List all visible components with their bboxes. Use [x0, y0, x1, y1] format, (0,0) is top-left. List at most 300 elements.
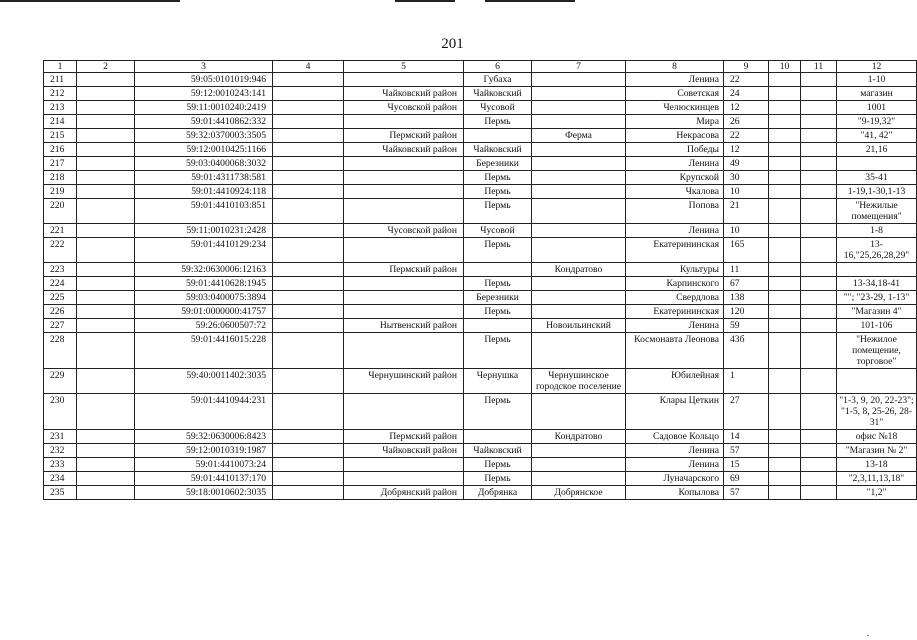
cell-row-number: 234	[44, 472, 77, 486]
cell-col11	[801, 238, 837, 263]
cell-col11	[801, 430, 837, 444]
cell-premises: 1-19,1-30,1-13	[837, 185, 917, 199]
cell-district: Чусовской район	[344, 224, 464, 238]
table-row	[44, 277, 917, 291]
cell-col2	[77, 115, 135, 129]
cell-col11	[801, 199, 837, 224]
cell-street: Луначарского	[626, 472, 724, 486]
cell-city	[464, 430, 532, 444]
cell-settlement	[532, 87, 626, 101]
cell-settlement	[532, 394, 626, 430]
cell-district: Чайковский район	[344, 143, 464, 157]
cell-house-number: 11	[724, 263, 769, 277]
table-row	[44, 305, 917, 319]
cell-house-number: 27	[724, 394, 769, 430]
cell-street: Ленина	[626, 444, 724, 458]
cell-cadastral-number: 59:11:0010231:2428	[135, 224, 273, 238]
registry-body	[44, 73, 917, 500]
cell-settlement	[532, 333, 626, 369]
cell-col4	[273, 87, 344, 101]
cell-cadastral-number: 59:01:4416015:228	[135, 333, 273, 369]
cell-row-number: 226	[44, 305, 77, 319]
cell-district	[344, 291, 464, 305]
cell-col10	[769, 486, 801, 500]
column-header-10: 10	[769, 61, 801, 73]
cell-col4	[273, 143, 344, 157]
cell-col2	[77, 486, 135, 500]
cell-city: Чернушка	[464, 369, 532, 394]
cell-col11	[801, 129, 837, 143]
cell-col2	[77, 291, 135, 305]
column-header-4: 4	[273, 61, 344, 73]
cell-col10	[769, 369, 801, 394]
cell-house-number: 14	[724, 430, 769, 444]
cell-col2	[77, 101, 135, 115]
cell-col11	[801, 305, 837, 319]
cell-city: Пермь	[464, 199, 532, 224]
cell-col10	[769, 115, 801, 129]
cell-row-number: 235	[44, 486, 77, 500]
cell-col2	[77, 305, 135, 319]
table-row	[44, 458, 917, 472]
top-rule-left	[0, 0, 180, 2]
cell-cadastral-number: 59:01:4410944:231	[135, 394, 273, 430]
cell-street: Ленина	[626, 319, 724, 333]
cell-premises: 13-18	[837, 458, 917, 472]
table-row	[44, 129, 917, 143]
cell-city: Пермь	[464, 472, 532, 486]
cell-cadastral-number: 59:01:4410073:24	[135, 458, 273, 472]
table-row	[44, 73, 917, 87]
cell-premises	[837, 157, 917, 171]
cell-col11	[801, 263, 837, 277]
cell-premises: 13-16,"25,26,28,29"	[837, 238, 917, 263]
cell-cadastral-number: 59:01:4311738:581	[135, 171, 273, 185]
cell-col10	[769, 73, 801, 87]
cell-col2	[77, 319, 135, 333]
cell-col10	[769, 319, 801, 333]
cell-street: Мира	[626, 115, 724, 129]
cell-house-number: 22	[724, 129, 769, 143]
cell-premises: "9-19,32"	[837, 115, 917, 129]
cell-cadastral-number: 59:32:0630006:8423	[135, 430, 273, 444]
cell-house-number: 59	[724, 319, 769, 333]
cell-district	[344, 277, 464, 291]
cell-settlement	[532, 472, 626, 486]
cell-city: Пермь	[464, 394, 532, 430]
cell-street: Некрасова	[626, 129, 724, 143]
cell-premises: 13-34,18-41	[837, 277, 917, 291]
cell-col11	[801, 458, 837, 472]
cell-premises: офис №18	[837, 430, 917, 444]
cell-settlement: Ферма	[532, 129, 626, 143]
cell-col11	[801, 157, 837, 171]
cell-col10	[769, 472, 801, 486]
cell-row-number: 232	[44, 444, 77, 458]
table-row	[44, 87, 917, 101]
column-header-5: 5	[344, 61, 464, 73]
cell-city: Пермь	[464, 333, 532, 369]
cell-row-number: 231	[44, 430, 77, 444]
cell-street: Клары Цеткин	[626, 394, 724, 430]
cell-street: Ленина	[626, 73, 724, 87]
cell-district	[344, 157, 464, 171]
cell-cadastral-number: 59:01:4410129:234	[135, 238, 273, 263]
cell-col4	[273, 115, 344, 129]
cell-col2	[77, 73, 135, 87]
table-row	[44, 444, 917, 458]
table-row	[44, 291, 917, 305]
cell-district	[344, 305, 464, 319]
cell-city: Чусовой	[464, 101, 532, 115]
cell-city: Губаха	[464, 73, 532, 87]
cell-col10	[769, 224, 801, 238]
cell-district	[344, 115, 464, 129]
table-row	[44, 263, 917, 277]
cell-house-number: 57	[724, 444, 769, 458]
table-row	[44, 430, 917, 444]
cell-premises: ""; "23-29, 1-13"	[837, 291, 917, 305]
cell-col10	[769, 143, 801, 157]
cell-settlement	[532, 157, 626, 171]
cell-col10	[769, 291, 801, 305]
table-row	[44, 143, 917, 157]
cell-city: Пермь	[464, 171, 532, 185]
cell-row-number: 211	[44, 73, 77, 87]
cell-district	[344, 472, 464, 486]
cell-col10	[769, 277, 801, 291]
cell-col10	[769, 444, 801, 458]
table-row	[44, 171, 917, 185]
cell-city	[464, 319, 532, 333]
cell-street: Карпинского	[626, 277, 724, 291]
cell-house-number: 69	[724, 472, 769, 486]
cell-col4	[273, 224, 344, 238]
cell-cadastral-number: 59:40:0011402:3035	[135, 369, 273, 394]
cell-settlement	[532, 185, 626, 199]
cell-col4	[273, 199, 344, 224]
cell-col2	[77, 369, 135, 394]
cell-district	[344, 73, 464, 87]
cell-col11	[801, 115, 837, 129]
cell-col2	[77, 143, 135, 157]
cell-col11	[801, 87, 837, 101]
cell-col2	[77, 87, 135, 101]
cell-col4	[273, 444, 344, 458]
cell-col11	[801, 486, 837, 500]
table-row	[44, 199, 917, 224]
cell-house-number: 12	[724, 143, 769, 157]
cell-settlement	[532, 238, 626, 263]
cell-city: Добрянка	[464, 486, 532, 500]
table-row	[44, 238, 917, 263]
cell-settlement	[532, 171, 626, 185]
cell-street: Победы	[626, 143, 724, 157]
cell-house-number: 10	[724, 185, 769, 199]
cell-premises: "Магазин 4"	[837, 305, 917, 319]
cell-cadastral-number: 59:12:0010425:1166	[135, 143, 273, 157]
cell-settlement: Кондратово	[532, 263, 626, 277]
cell-street: Екатерининская	[626, 305, 724, 319]
cell-col10	[769, 171, 801, 185]
cell-street: Попова	[626, 199, 724, 224]
cell-col4	[273, 369, 344, 394]
cell-district: Пермский район	[344, 263, 464, 277]
cell-district	[344, 333, 464, 369]
cell-city: Чусовой	[464, 224, 532, 238]
cell-house-number: 22	[724, 73, 769, 87]
cell-col4	[273, 319, 344, 333]
cell-cadastral-number: 59:01:4410628:1945	[135, 277, 273, 291]
cell-row-number: 222	[44, 238, 77, 263]
cell-row-number: 218	[44, 171, 77, 185]
cell-cadastral-number: 59:01:4410924:118	[135, 185, 273, 199]
cell-house-number: 67	[724, 277, 769, 291]
cell-row-number: 219	[44, 185, 77, 199]
cell-col11	[801, 224, 837, 238]
cell-row-number: 225	[44, 291, 77, 305]
cell-col2	[77, 157, 135, 171]
cell-col11	[801, 185, 837, 199]
cell-settlement: Чернушинское городское поселение	[532, 369, 626, 394]
cell-settlement	[532, 277, 626, 291]
cell-district	[344, 199, 464, 224]
cell-col2	[77, 238, 135, 263]
cell-col2	[77, 263, 135, 277]
cell-col2	[77, 171, 135, 185]
cell-col10	[769, 157, 801, 171]
cell-col10	[769, 101, 801, 115]
registry-table	[43, 60, 917, 500]
cell-district	[344, 458, 464, 472]
cell-col10	[769, 458, 801, 472]
top-rule-right	[485, 0, 575, 2]
table-row	[44, 369, 917, 394]
cell-street: Ленина	[626, 458, 724, 472]
cell-row-number: 220	[44, 199, 77, 224]
cell-street: Чкалова	[626, 185, 724, 199]
cell-street: Челюскинцев	[626, 101, 724, 115]
table-row	[44, 185, 917, 199]
cell-col4	[273, 486, 344, 500]
cell-street: Юбилейная	[626, 369, 724, 394]
cell-house-number: 30	[724, 171, 769, 185]
cell-district: Чусовской район	[344, 101, 464, 115]
cell-premises	[837, 369, 917, 394]
table-row	[44, 472, 917, 486]
cell-street: Садовое Кольцо	[626, 430, 724, 444]
cell-street: Культуры	[626, 263, 724, 277]
table-row	[44, 333, 917, 369]
cell-col10	[769, 394, 801, 430]
cell-row-number: 229	[44, 369, 77, 394]
cell-district	[344, 171, 464, 185]
cell-house-number: 49	[724, 157, 769, 171]
cell-house-number: 10	[724, 224, 769, 238]
cell-cadastral-number: 59:01:0000000:41757	[135, 305, 273, 319]
top-rule-middle	[395, 0, 455, 2]
column-header-1: 1	[44, 61, 77, 73]
cell-city: Пермь	[464, 185, 532, 199]
cell-cadastral-number: 59:05:0101019:946	[135, 73, 273, 87]
cell-premises: магазин	[837, 87, 917, 101]
cell-col4	[273, 277, 344, 291]
column-header-6: 6	[464, 61, 532, 73]
cell-house-number: 21	[724, 199, 769, 224]
cell-col10	[769, 87, 801, 101]
column-header-3: 3	[135, 61, 273, 73]
table-row	[44, 157, 917, 171]
cell-col2	[77, 472, 135, 486]
cell-row-number: 228	[44, 333, 77, 369]
cell-city: Пермь	[464, 277, 532, 291]
cell-city: Чайковский	[464, 444, 532, 458]
cell-col4	[273, 129, 344, 143]
cell-house-number: 24	[724, 87, 769, 101]
cell-city: Пермь	[464, 115, 532, 129]
cell-col2	[77, 458, 135, 472]
cell-settlement	[532, 291, 626, 305]
table-row	[44, 101, 917, 115]
cell-settlement	[532, 143, 626, 157]
cell-col4	[273, 458, 344, 472]
cell-col2	[77, 277, 135, 291]
cell-col2	[77, 199, 135, 224]
cell-street: Екатерининская	[626, 238, 724, 263]
cell-premises: 1-8	[837, 224, 917, 238]
cell-premises	[837, 263, 917, 277]
cell-district	[344, 238, 464, 263]
table-row	[44, 319, 917, 333]
cell-district: Нытвенский район	[344, 319, 464, 333]
cell-col11	[801, 143, 837, 157]
cell-settlement	[532, 101, 626, 115]
cell-premises: "1,2"	[837, 486, 917, 500]
cell-row-number: 212	[44, 87, 77, 101]
cell-col2	[77, 129, 135, 143]
cell-col10	[769, 333, 801, 369]
cell-col10	[769, 238, 801, 263]
cell-city	[464, 129, 532, 143]
cell-col2	[77, 224, 135, 238]
cell-col2	[77, 333, 135, 369]
cell-settlement	[532, 305, 626, 319]
column-header-7: 7	[532, 61, 626, 73]
cell-row-number: 215	[44, 129, 77, 143]
cell-col4	[273, 333, 344, 369]
cell-district: Чернушинский район	[344, 369, 464, 394]
cell-col11	[801, 101, 837, 115]
cell-cadastral-number: 59:12:0010319:1987	[135, 444, 273, 458]
cell-col10	[769, 305, 801, 319]
cell-col11	[801, 171, 837, 185]
cell-house-number: 120	[724, 305, 769, 319]
cell-col10	[769, 185, 801, 199]
cell-settlement: Кондратово	[532, 430, 626, 444]
cell-col10	[769, 263, 801, 277]
cell-city	[464, 263, 532, 277]
cell-row-number: 221	[44, 224, 77, 238]
cell-settlement	[532, 444, 626, 458]
cell-district: Пермский район	[344, 129, 464, 143]
cell-row-number: 224	[44, 277, 77, 291]
cell-settlement	[532, 73, 626, 87]
cell-col2	[77, 185, 135, 199]
cell-row-number: 233	[44, 458, 77, 472]
table-row	[44, 394, 917, 430]
cell-house-number: 43б	[724, 333, 769, 369]
cell-cadastral-number: 59:11:0010240:2419	[135, 101, 273, 115]
table-row	[44, 224, 917, 238]
cell-cadastral-number: 59:01:4410137:170	[135, 472, 273, 486]
cell-cadastral-number: 59:03:0400075:3894	[135, 291, 273, 305]
margin-mark: .	[866, 628, 869, 638]
cell-col11	[801, 369, 837, 394]
cell-col10	[769, 199, 801, 224]
cell-col4	[273, 101, 344, 115]
cell-settlement: Добрянское	[532, 486, 626, 500]
column-header-8: 8	[626, 61, 724, 73]
cell-col4	[273, 73, 344, 87]
cell-col4	[273, 157, 344, 171]
cell-house-number: 57	[724, 486, 769, 500]
cell-row-number: 216	[44, 143, 77, 157]
cell-col4	[273, 171, 344, 185]
cell-house-number: 1	[724, 369, 769, 394]
page-number: 201	[441, 36, 464, 52]
cell-district: Чайковский район	[344, 87, 464, 101]
cell-street: Ленина	[626, 157, 724, 171]
cell-district	[344, 394, 464, 430]
cell-premises: "41, 42"	[837, 129, 917, 143]
cell-settlement	[532, 458, 626, 472]
cell-row-number: 217	[44, 157, 77, 171]
cell-cadastral-number: 59:32:0630006:12163	[135, 263, 273, 277]
cell-premises: "2,3,11,13,18"	[837, 472, 917, 486]
cell-col4	[273, 472, 344, 486]
cell-settlement	[532, 115, 626, 129]
cell-row-number: 223	[44, 263, 77, 277]
cell-settlement	[532, 199, 626, 224]
cell-cadastral-number: 59:26:0600507:72	[135, 319, 273, 333]
cell-settlement	[532, 224, 626, 238]
column-header-2: 2	[77, 61, 135, 73]
cell-row-number: 230	[44, 394, 77, 430]
cell-district: Пермский район	[344, 430, 464, 444]
cell-premises: 21,16	[837, 143, 917, 157]
cell-premises: "Нежилые помещения"	[837, 199, 917, 224]
cell-col4	[273, 185, 344, 199]
cell-cadastral-number: 59:18:0010602:3035	[135, 486, 273, 500]
cell-col10	[769, 129, 801, 143]
cell-col11	[801, 319, 837, 333]
column-header-11: 11	[801, 61, 837, 73]
cell-city: Березники	[464, 157, 532, 171]
cell-col4	[273, 430, 344, 444]
cell-col2	[77, 444, 135, 458]
cell-cadastral-number: 59:01:4410862:332	[135, 115, 273, 129]
table-row	[44, 115, 917, 129]
cell-city: Чайковский	[464, 87, 532, 101]
cell-city: Березники	[464, 291, 532, 305]
cell-col11	[801, 444, 837, 458]
cell-house-number: 26	[724, 115, 769, 129]
cell-cadastral-number: 59:12:0010243:141	[135, 87, 273, 101]
cell-premises: 35-41	[837, 171, 917, 185]
cell-col4	[273, 305, 344, 319]
cell-col4	[273, 263, 344, 277]
cell-premises: "Нежилое помещение, торговое"	[837, 333, 917, 369]
